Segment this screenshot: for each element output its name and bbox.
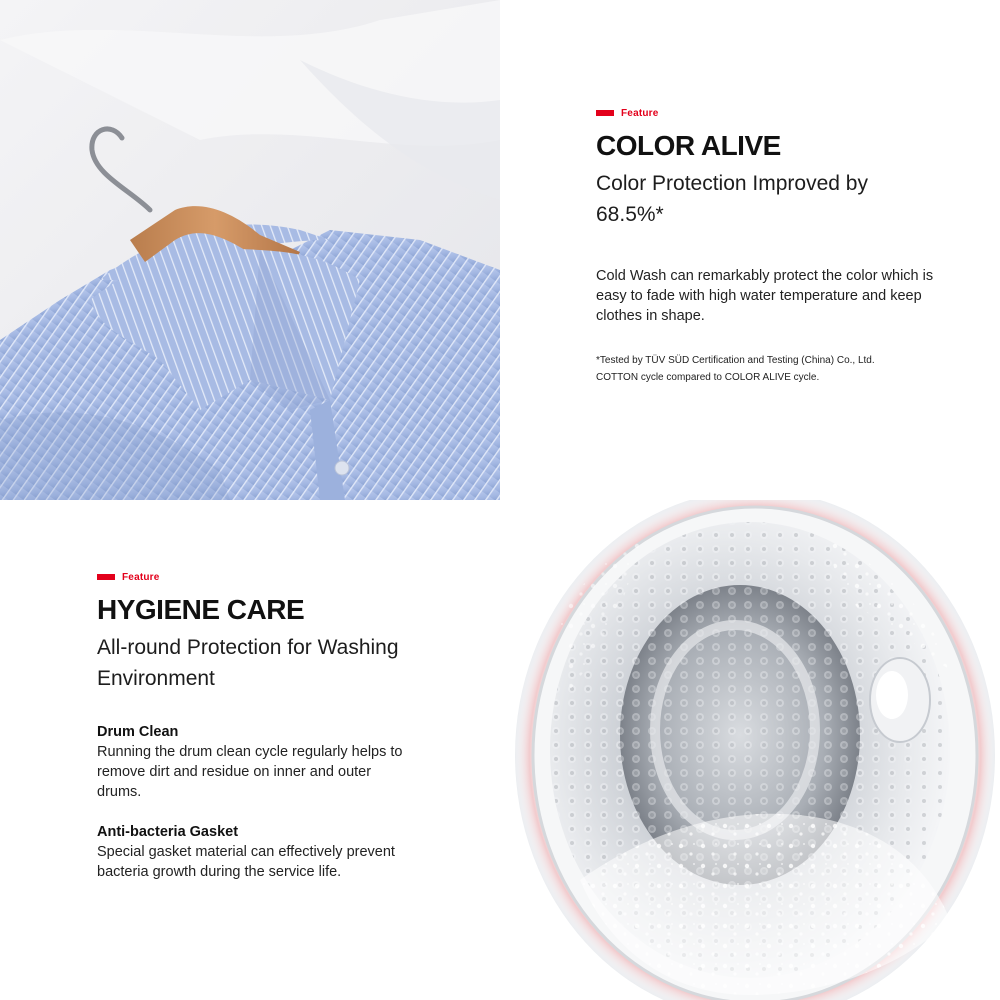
list-item <box>97 822 417 882</box>
hygiene-care-panel <box>0 500 500 1000</box>
hygiene-feature-list <box>97 722 417 882</box>
color-alive-title: COLOR ALIVE <box>596 130 781 161</box>
drum-photo <box>500 500 1000 1000</box>
anti-bacteria-gasket-title: Anti-bacteria Gasket <box>97 824 239 840</box>
hygiene-care-title: HYGIENE CARE <box>97 594 305 625</box>
color-alive-description: Cold Wash can remarkably protect the color which is easy to fade with high water temperature and keep clothes in shape. <box>596 268 934 324</box>
color-alive-footnote <box>596 352 936 386</box>
washing-drum-illustration <box>500 500 1000 1000</box>
color-alive-subtitle: Color Protection Improved by 68.5%* <box>596 172 868 226</box>
footnote-line-2: COTTON cycle compared to COLOR ALIVE cycle. <box>596 372 820 383</box>
drum-clean-title: Drum Clean <box>97 724 179 740</box>
footnote-line-1: *Tested by TÜV SÜD Certification and Testing (China) Co., Ltd. <box>596 355 875 366</box>
color-alive-panel <box>500 0 1000 500</box>
feature-tag <box>97 570 417 584</box>
feature-tag-label: Feature <box>621 107 659 119</box>
shirt-hanger-illustration <box>0 0 500 500</box>
shirt-photo <box>0 0 500 500</box>
hygiene-care-content <box>97 570 417 882</box>
drum-clean-description: Running the drum clean cycle regularly helps to remove dirt and residue on inner and outer drums. <box>97 744 403 800</box>
anti-bacteria-gasket-description: Special gasket material can effectively prevent bacteria growth during the service life. <box>97 844 395 880</box>
feature-marker-icon <box>97 574 115 580</box>
list-item <box>97 722 417 802</box>
feature-tag <box>596 106 936 120</box>
feature-marker-icon <box>596 110 614 116</box>
hygiene-care-subtitle: All-round Protection for Washing Environment <box>97 636 399 690</box>
feature-tag-label: Feature <box>122 571 160 583</box>
color-alive-content <box>596 106 936 386</box>
